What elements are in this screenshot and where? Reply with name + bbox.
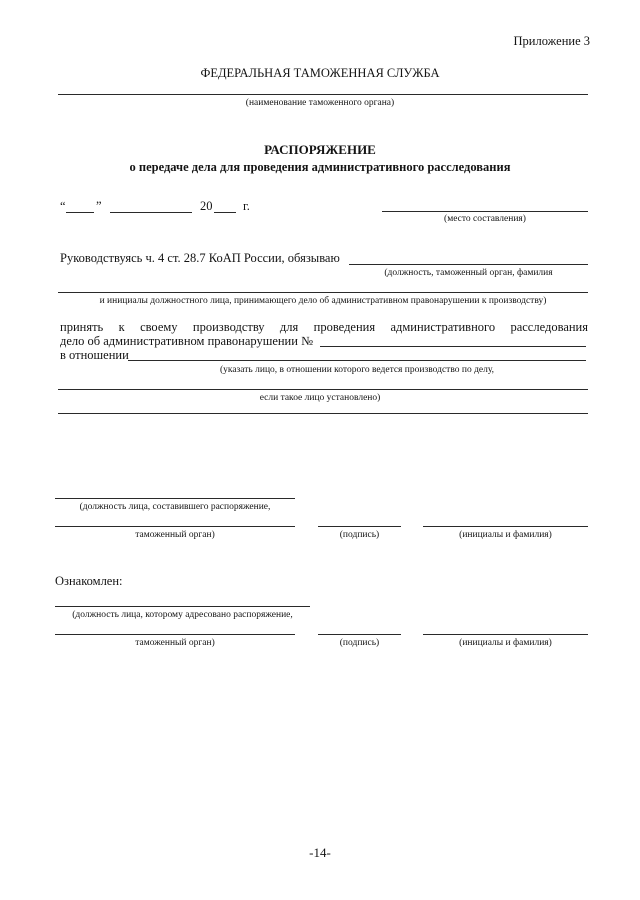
- date-month-field[interactable]: [110, 212, 192, 213]
- recipient-caption-2: таможенный орган): [135, 638, 215, 648]
- regarding-text: в отношении: [60, 348, 129, 362]
- date-year-field[interactable]: [214, 212, 236, 213]
- guided-text: Руководствуясь ч. 4 ст. 28.7 КоАП России, обязываю: [60, 251, 340, 265]
- recipient-name-field[interactable]: [423, 634, 588, 635]
- issuer-name-field[interactable]: [423, 526, 588, 527]
- agency-underline: [58, 94, 588, 95]
- person-field-1[interactable]: [128, 360, 586, 361]
- official-field-2[interactable]: [58, 292, 588, 293]
- issuer-signature-field[interactable]: [318, 526, 401, 527]
- issuer-signature-caption: (подпись): [339, 530, 380, 540]
- person-caption-1: (указать лицо, в отношении которого ведется производство по делу,: [219, 365, 495, 375]
- issuer-caption-2: таможенный орган): [135, 530, 215, 540]
- date-year-prefix: 20: [200, 199, 213, 213]
- recipient-position-field[interactable]: [55, 606, 310, 607]
- case-text: дело об административном правонарушении №: [60, 334, 313, 348]
- date-year-suffix: г.: [243, 199, 250, 213]
- date-quote-open: “: [60, 199, 66, 213]
- agency-name: ФЕДЕРАЛЬНАЯ ТАМОЖЕННАЯ СЛУЖБА: [200, 66, 440, 80]
- appendix-label: Приложение 3: [513, 34, 590, 48]
- page-number: -14-: [309, 845, 331, 860]
- agency-caption: (наименование таможенного органа): [245, 98, 395, 108]
- place-caption: (место составления): [444, 214, 526, 224]
- recipient-caption-1: (должность лица, которому адресовано распоряжение,: [72, 610, 293, 620]
- official-caption-1: (должность, таможенный орган, фамилия: [384, 268, 553, 278]
- case-number-field[interactable]: [320, 346, 586, 347]
- person-field-2[interactable]: [58, 389, 588, 390]
- recipient-name-caption: (инициалы и фамилия): [459, 638, 552, 648]
- date-quote-close: ”: [96, 199, 102, 213]
- recipient-signature-field[interactable]: [318, 634, 401, 635]
- official-field-1[interactable]: [349, 264, 588, 265]
- issuer-caption-1: (должность лица, составившего распоряжение,: [79, 502, 271, 512]
- document-subtitle: о передаче дела для проведения административного расследования: [129, 160, 511, 174]
- official-caption-2: и инициалы должностного лица, принимающего дело об административном правонарушении к производству): [99, 296, 547, 306]
- place-field[interactable]: [382, 211, 588, 212]
- recipient-signature-caption: (подпись): [339, 638, 380, 648]
- issuer-name-caption: (инициалы и фамилия): [459, 530, 552, 540]
- acknowledged-label: Ознакомлен:: [55, 574, 123, 588]
- document-title: РАСПОРЯЖЕНИЕ: [264, 142, 376, 157]
- issuer-position-field[interactable]: [55, 498, 295, 499]
- person-caption-2: если такое лицо установлено): [259, 393, 381, 403]
- issuer-position-field-2[interactable]: [55, 526, 295, 527]
- person-field-3[interactable]: [58, 413, 588, 414]
- accept-text: принять к своему производству для проведения административного расследования: [60, 320, 588, 334]
- recipient-position-field-2[interactable]: [55, 634, 295, 635]
- date-day-field[interactable]: [66, 212, 94, 213]
